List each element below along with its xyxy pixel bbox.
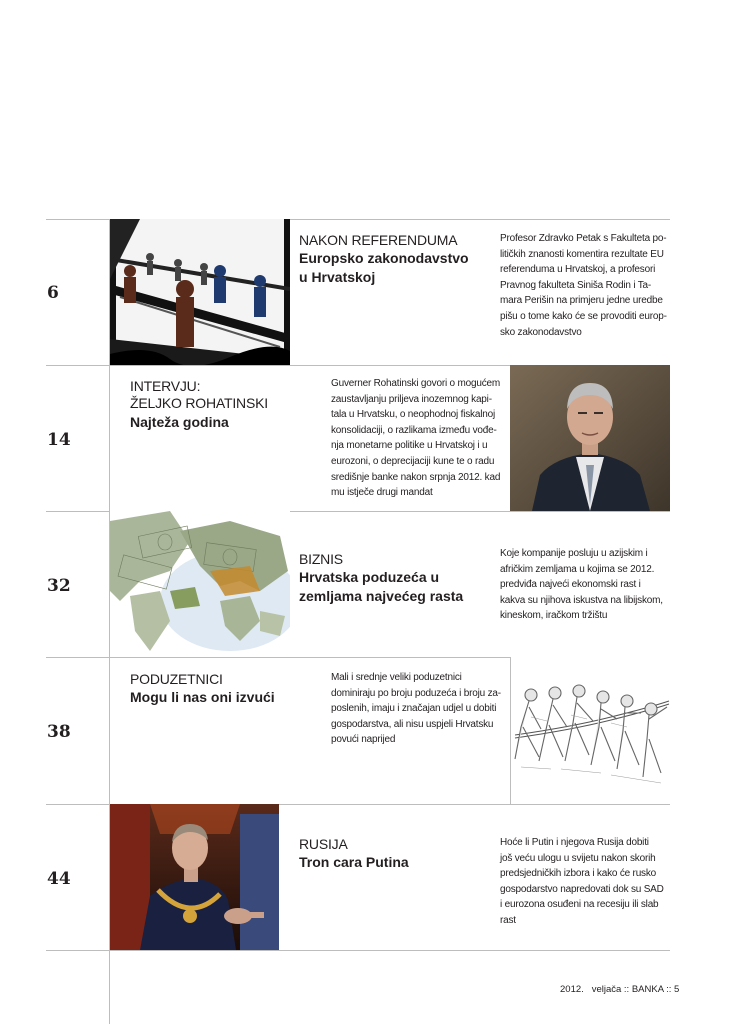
page-number: 44 [47, 869, 71, 889]
page-number: 14 [47, 430, 71, 450]
article-description: Guverner Rohatinski govori o mogućem zaustavljanju priljeva inozemnog kapi- tala u Hrvatsku, o neophodnoj fiskalnoj konsolidaciji, o razlikama između vođe- nja monetarne politike u Hrvatskoj i u eurozoni, o deprecijaciji kune te o radu središnje banke nakon srpnja 2012. kad mu istječe drugi mandat [331, 378, 501, 499]
section-kicker: BIZNIS [299, 551, 343, 567]
article-description: Mali i srednje veliki poduzetnici dominiraju po broju poduzeća i broju za- poslenih, imaju i značajan udjel u dobiti gospodarstva, ali nisu uspjeli Hrvatsku povući naprijed [331, 672, 501, 746]
section-kicker: RUSIJA [299, 836, 348, 852]
article-headline[interactable]: Najteža godina [130, 414, 229, 430]
article-description: Koje kompanije posluju u azijskim i afričkim zemljama u kojima se 2012. predviđa najveći ekonomski rast i kakva su njihova iskustva na libijskom, kineskom, iračkom tržištu [500, 548, 663, 622]
section-kicker: NAKON REFERENDUMA [299, 232, 458, 248]
article-headline[interactable]: Europsko zakonodavstvo u Hrvatskoj [299, 250, 469, 285]
article-description: Hoće li Putin i njegova Rusija dobiti još veću ulogu u svijetu nakon skorih predsjedničkih izbora i kako će rusko gospodarstvo napredovati dok su SAD i eurozona osuđeni na recesiju ili slab rast [500, 837, 664, 926]
page-number: 6 [47, 283, 59, 303]
tug-of-war-sketch [510, 657, 670, 804]
article-headline[interactable]: Hrvatska poduzeća u zemljama najvećeg rasta [299, 569, 464, 604]
article-description: Profesor Zdravko Petak s Fakulteta po- litičkih znanosti komentira rezultate EU referenduma u Hrvatskoj, a profesori Pravnog fakulteta Siniša Rodin i Ta- mara Perišin na primjeru jedne uredbe pišu o tome kako će se provoditi europ- sko zakonodavstvo [500, 233, 667, 338]
article-headline[interactable]: Tron cara Putina [299, 854, 409, 870]
page-number: 32 [47, 576, 71, 596]
page-number: 38 [47, 722, 71, 742]
section-kicker: PODUZETNICI [130, 671, 223, 687]
table-football-illustration [110, 219, 290, 365]
divider-5 [46, 950, 670, 951]
ceremony-photo [110, 804, 279, 950]
money-world-map [110, 511, 290, 657]
page-footer: 2012. veljača :: BANKA :: 5 [560, 984, 680, 995]
section-kicker: INTERVJU: ŽELJKO ROHATINSKI [130, 378, 268, 411]
portrait-photo [510, 365, 670, 511]
article-headline[interactable]: Mogu li nas oni izvući [130, 689, 275, 705]
